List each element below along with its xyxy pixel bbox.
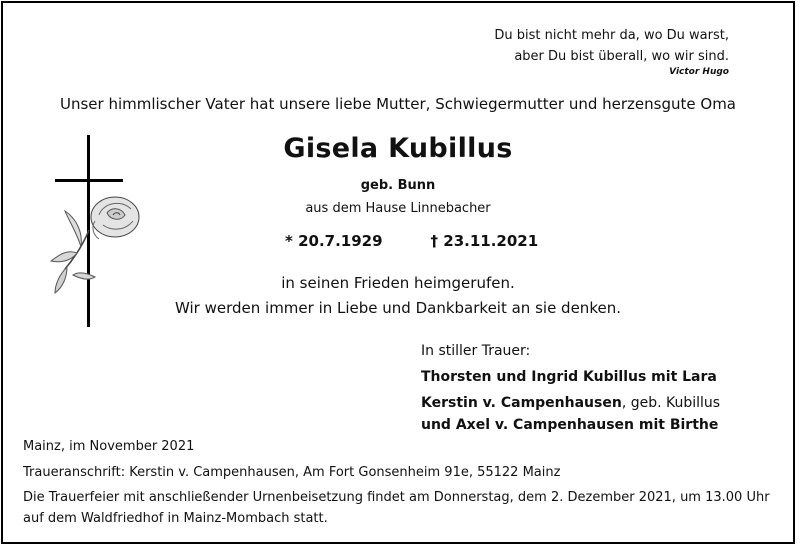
- birth-date: * 20.7.1929: [285, 232, 383, 250]
- mourner-line-2: [421, 395, 720, 411]
- mourner-line-1: Thorsten und Ingrid Kubillus mit Lara: [421, 369, 717, 385]
- mourning-address: Traueranschrift: Kerstin v. Campenhausen, Am Fort Gonsenheim 91e, 55122 Mainz: [23, 465, 561, 480]
- birth-name: geb. Bunn: [360, 178, 436, 193]
- deceased-name: Gisela Kubillus: [283, 133, 513, 164]
- place-date: Mainz, im November 2021: [23, 439, 195, 454]
- quote-line-2: aber Du bist überall, wo wir sind.: [514, 49, 729, 64]
- mourner-name-bold: Kerstin v. Campenhausen: [421, 395, 622, 411]
- rest-line-2: Wir werden immer in Liebe und Dankbarkeit an sie denken.: [175, 299, 621, 317]
- rest-line-1: in seinen Frieden heimgerufen.: [281, 274, 515, 292]
- ceremony-line-1: Die Trauerfeier mit anschließender Urnenbeisetzung findet am Donnerstag, dem 2. Dezember 2021, um 13.00 Uhr: [23, 490, 770, 505]
- mourners-heading: In stiller Trauer:: [421, 343, 531, 359]
- family-house: aus dem Hause Linnebacher: [305, 201, 491, 216]
- obituary-card: [1, 1, 795, 544]
- mourner-line-3: und Axel v. Campenhausen mit Birthe: [421, 417, 719, 433]
- quote-line-1: Du bist nicht mehr da, wo Du warst,: [494, 28, 729, 43]
- mourner-name-suffix: , geb. Kubillus: [621, 395, 721, 411]
- ceremony-line-2: auf dem Waldfriedhof in Mainz-Mombach statt.: [23, 511, 328, 526]
- quote-author: Victor Hugo: [669, 67, 729, 77]
- life-dates: [285, 232, 538, 250]
- intro-text: Unser himmlischer Vater hat unsere liebe Mutter, Schwiegermutter und herzensgute Oma: [59, 95, 736, 113]
- death-date: † 23.11.2021: [430, 232, 539, 250]
